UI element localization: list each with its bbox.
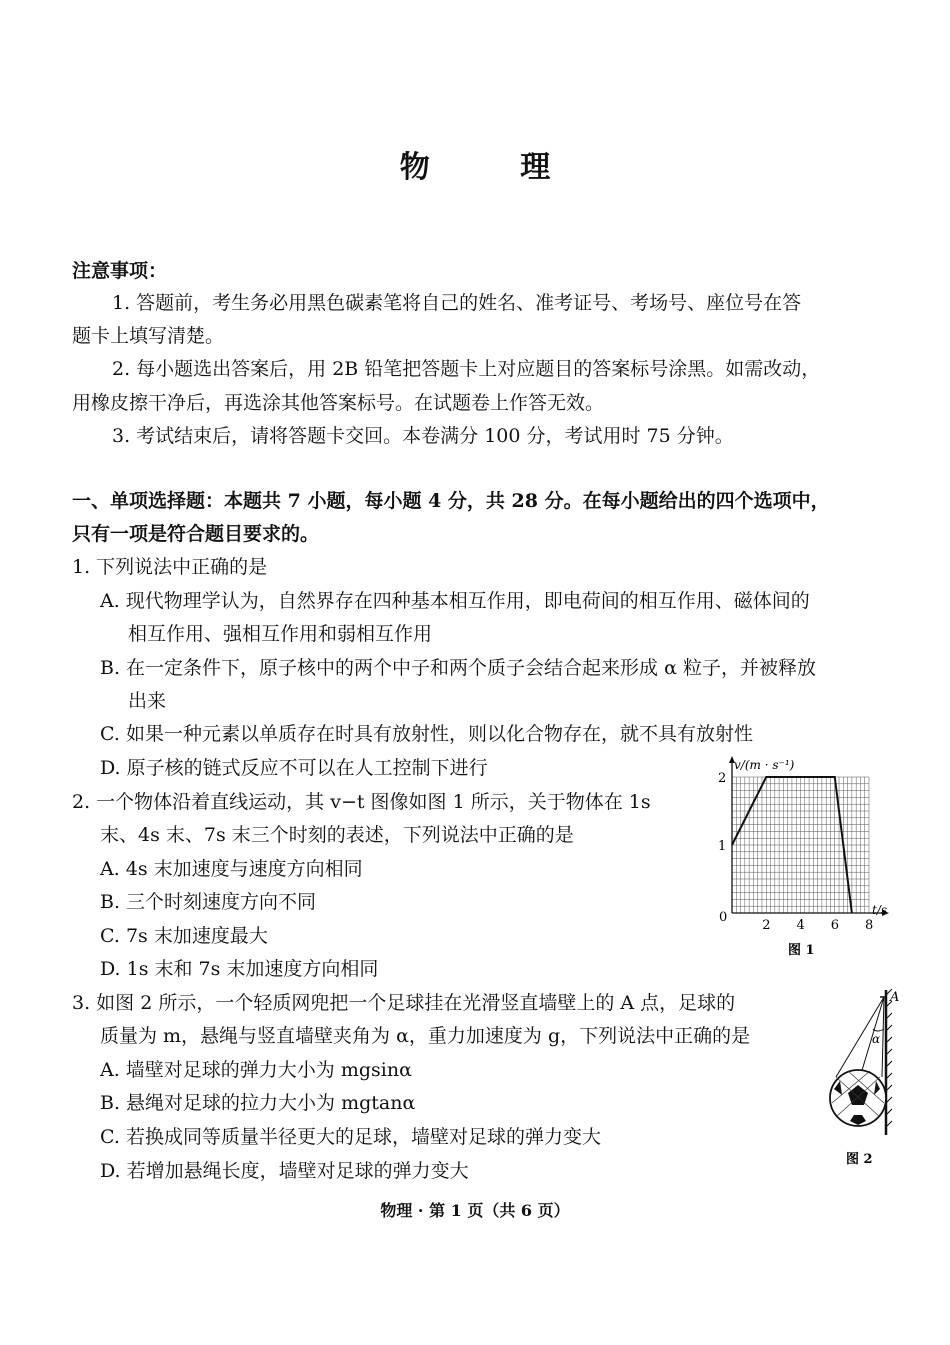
option: A. 现代物理学认为，自然界存在四种基本相互作用，即电荷间的相互作用、磁体间的 xyxy=(100,590,810,612)
question-stem: 3. 如图 2 所示，一个轻质网兜把一个足球挂在光滑竖直墙壁上的 A 点，足球的 xyxy=(72,992,736,1014)
notice-line: 3. 考试结束后，请将答题卡交回。本卷满分 100 分，考试用时 75 分钟。 xyxy=(112,425,734,447)
figure-caption: 图 2 xyxy=(846,1152,873,1167)
option: D. 若增加悬绳长度，墙壁对足球的弹力变大 xyxy=(100,1160,469,1182)
angle-label: α xyxy=(872,1032,881,1046)
option: C. 若换成同等质量半径更大的足球，墙壁对足球的弹力变大 xyxy=(100,1126,601,1148)
option: C. 7s 末加速度最大 xyxy=(100,925,268,947)
option: 出来 xyxy=(128,690,167,712)
option: 相互作用、强相互作用和弱相互作用 xyxy=(128,623,433,645)
option: A. 墙壁对足球的弹力大小为 mgsinα xyxy=(100,1059,412,1081)
page-title: 物 理 xyxy=(399,150,591,185)
x-axis-label: t/s xyxy=(872,903,888,917)
question-stem: 1. 下列说法中正确的是 xyxy=(72,556,268,578)
notice-line: 1. 答题前，考生务必用黑色碳素笔将自己的姓名、准考证号、考场号、座位号在答 xyxy=(112,292,802,314)
y-tick-label: 1 xyxy=(718,839,727,854)
y-tick-label: 2 xyxy=(718,771,727,786)
option: C. 如果一种元素以单质存在时具有放射性，则以化合物存在，就不具有放射性 xyxy=(100,723,753,745)
page-footer: 物理 · 第 1 页（共 6 页） xyxy=(380,1201,570,1220)
vt-chart xyxy=(712,755,902,960)
notice-line: 用橡皮擦干净后，再选涂其他答案标号。在试题卷上作答无效。 xyxy=(72,392,605,414)
section-heading: 一、单项选择题：本题共 7 小题，每小题 4 分，共 28 分。在每小题给出的四个选项中， xyxy=(72,490,830,512)
option: B. 在一定条件下，原子核中的两个中子和两个质子会结合起来形成 α 粒子，并被释放 xyxy=(100,657,816,679)
x-tick-label: 8 xyxy=(865,918,874,933)
net-string xyxy=(882,997,884,1077)
y-axis-label: v/(m · s⁻¹) xyxy=(734,758,795,772)
option: B. 三个时刻速度方向不同 xyxy=(100,891,317,913)
option: A. 4s 末加速度与速度方向相同 xyxy=(100,858,363,880)
x-tick-label: 2 xyxy=(762,918,771,933)
option: B. 悬绳对足球的拉力大小为 mgtanα xyxy=(100,1092,416,1114)
x-tick-label: 6 xyxy=(830,918,840,933)
question-stem: 质量为 m，悬绳与竖直墙壁夹角为 α，重力加速度为 g，下列说法中正确的是 xyxy=(100,1025,751,1047)
question-stem: 2. 一个物体沿着直线运动，其 v−t 图像如图 1 所示，关于物体在 1s xyxy=(72,791,651,813)
figure-caption: 图 1 xyxy=(788,943,815,958)
point-a-label: A xyxy=(890,990,900,1005)
notice-line: 2. 每小题选出答案后，用 2B 铅笔把答题卡上对应题目的答案标号涂黑。如需改动， xyxy=(112,358,821,380)
section-heading: 只有一项是符合题目要求的。 xyxy=(72,523,320,545)
option: D. 原子核的链式反应不可以在人工控制下进行 xyxy=(100,757,488,779)
x-tick-label: 4 xyxy=(796,918,805,933)
option: D. 1s 末和 7s 末加速度方向相同 xyxy=(100,958,379,980)
question-stem: 末、4s 末、7s 末三个时刻的表述，下列说法中正确的是 xyxy=(100,824,574,846)
figure-2-ball-diagram xyxy=(822,985,912,1175)
notice-heading: 注意事项： xyxy=(72,260,168,282)
notice-line: 题卡上填写清楚。 xyxy=(72,325,225,347)
origin-label: 0 xyxy=(719,910,728,925)
